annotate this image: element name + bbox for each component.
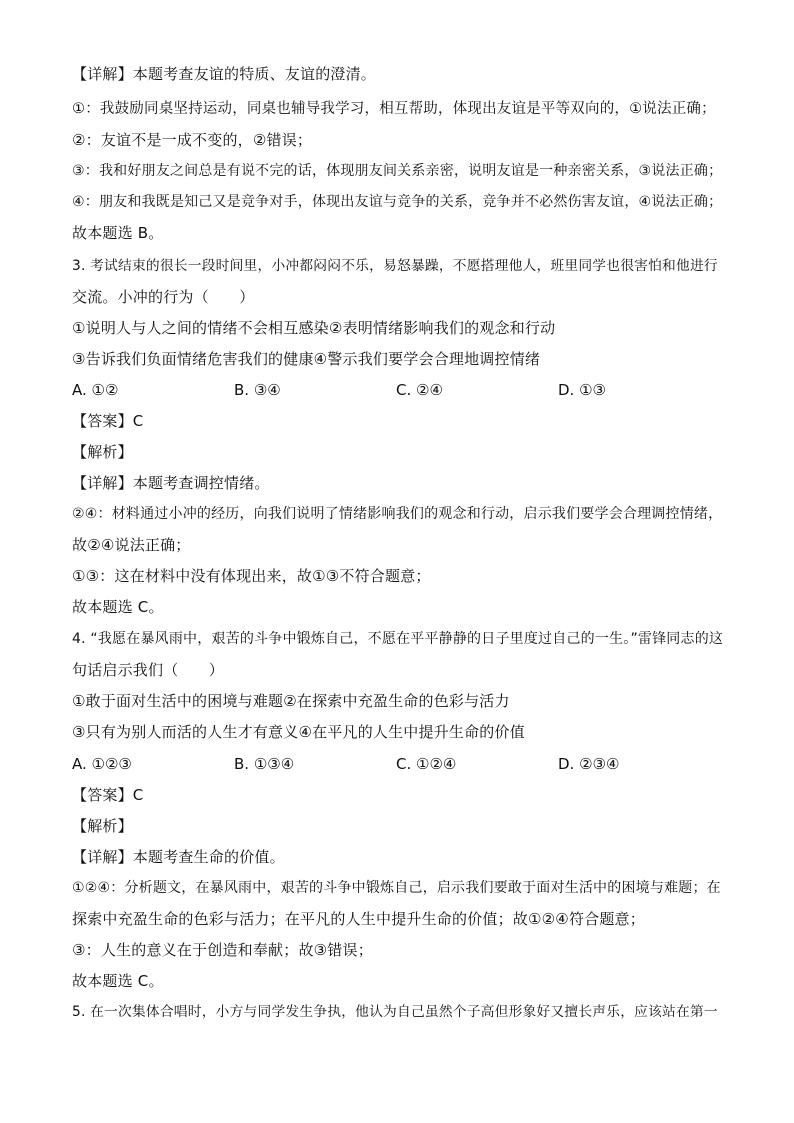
explanation-line: ③：我和好朋友之间总是有说不完的话，体现朋友间关系亲密，说明友谊是一种亲密关系，③说法正确； <box>72 163 723 179</box>
question-3-explanation: 故②④说法正确； <box>72 536 191 554</box>
question-4-explanation: ①②④：分析题文，在暴风雨中，艰苦的斗争中锻炼自己，启示我们要敢于面对生活中的困境与难题；在 <box>72 880 721 896</box>
question-4-stem: 4. “我愿在暴风雨中，艰苦的斗争中锻炼自己，不愿在平平静静的日子里度过自己的一生。”雷锋同志的这 <box>72 631 724 647</box>
question-3-option-a: A. ①② <box>72 381 119 399</box>
question-4-conclusion: 故本题选 C。 <box>72 972 164 990</box>
question-3-statement: ①说明人与人之间的情绪不会相互感染②表明情绪影响我们的观念和行动 <box>72 319 556 337</box>
explanation-line: ①：我鼓励同桌坚持运动，同桌也辅导我学习，相互帮助，体现出友谊是平等双向的，①说法正确； <box>72 101 716 117</box>
question-3-stem: 3. 考试结束的很长一段时间里，小冲都闷闷不乐，易怒暴躁，不愿搭理他人，班里同学也很害怕和他进行 <box>72 258 718 274</box>
explanation-line: ④：朋友和我既是知己又是竞争对手，体现出友谊与竞争的关系，竞争并不必然伤害友谊，④说法正确； <box>72 194 723 210</box>
question-4-stem: 句话启示我们（ ） <box>72 661 225 679</box>
question-3-option-c: C. ②④ <box>396 381 443 399</box>
question-4-analysis: 【解析】 <box>72 817 133 835</box>
question-4-answer: 【答案】C <box>72 786 144 804</box>
question-4-option-b: B. ①③④ <box>234 755 295 773</box>
question-4-option-c: C. ①②④ <box>396 755 457 773</box>
question-3-option-b: B. ③④ <box>234 381 281 399</box>
question-3-statement: ③告诉我们负面情绪危害我们的健康④警示我们要学会合理地调控情绪 <box>72 350 541 368</box>
detail-line: 【详解】本题考查友谊的特质、友谊的澄清。 <box>72 65 377 83</box>
question-3-stem: 交流。小冲的行为（ ） <box>72 288 255 306</box>
question-4-option-a: A. ①②③ <box>72 755 132 773</box>
question-4-detail: 【详解】本题考查生命的价值。 <box>72 848 285 866</box>
question-4-explanation: ③：人生的意义在于创造和奉献；故③错误； <box>72 941 373 959</box>
conclusion-line: 故本题选 B。 <box>72 224 164 242</box>
question-4-statement: ①敢于面对生活中的困境与难题②在探索中充盈生命的色彩与活力 <box>72 692 510 710</box>
question-3-explanation: ①③：这在材料中没有体现出来，故①③不符合题意； <box>72 567 431 585</box>
question-3-answer: 【答案】C <box>72 412 144 430</box>
question-4-statement: ③只有为别人而活的人生才有意义④在平凡的人生中提升生命的价值 <box>72 723 525 741</box>
question-3-option-d: D. ①③ <box>558 381 606 399</box>
question-4-explanation: 探索中充盈生命的色彩与活力；在平凡的人生中提升生命的价值；故①②④符合题意； <box>72 910 645 928</box>
question-3-conclusion: 故本题选 C。 <box>72 598 164 616</box>
question-5-stem: 5. 在一次集体合唱时，小方与同学发生争执，他认为自己虽然个子高但形象好又擅长声乐，应该站在第一 <box>72 1004 718 1020</box>
question-3-analysis: 【解析】 <box>72 443 133 461</box>
explanation-line: ②：友谊不是一成不变的，②错误； <box>72 131 313 149</box>
question-3-explanation: ②④：材料通过小冲的经历，向我们说明了情绪影响我们的观念和行动，启示我们要学会合理调控情绪， <box>72 506 723 522</box>
question-3-detail: 【详解】本题考查调控情绪。 <box>72 474 270 492</box>
question-4-option-d: D. ②③④ <box>558 755 620 773</box>
